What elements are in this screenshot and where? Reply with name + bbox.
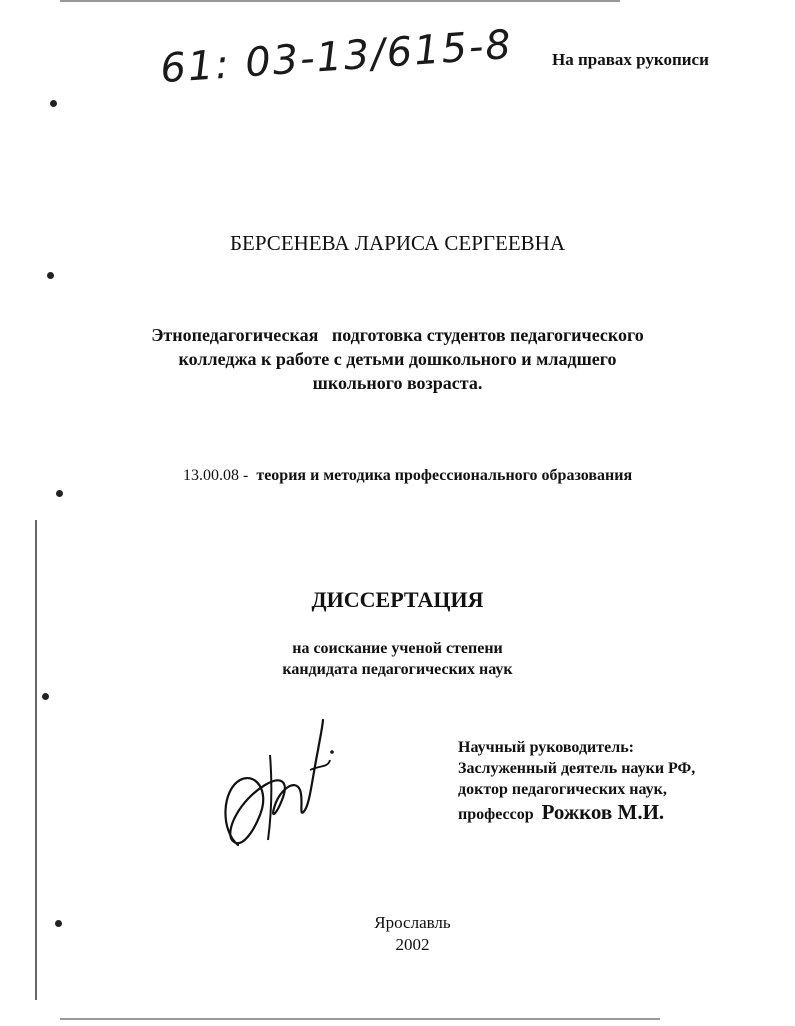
supervisor-block: [458, 737, 695, 825]
scan-bottom-edge: [60, 1018, 660, 1020]
supervisor-label: Научный руководитель:: [458, 739, 634, 756]
specialty-code: 13.00.08 -: [183, 467, 249, 484]
scan-top-edge: [60, 0, 620, 2]
binding-hole: [50, 100, 57, 107]
thesis-title-line: Этнопедагогическая подготовка студентов педагогического: [151, 325, 644, 345]
binding-hole: [42, 693, 49, 700]
thesis-title-line: школьного возраста.: [312, 373, 483, 393]
binding-hole: [56, 490, 63, 497]
footer: [0, 912, 795, 956]
rights-notice: На правах рукописи: [552, 50, 709, 69]
specialty-name: теория и методика профессионального образования: [256, 467, 633, 484]
specialty: [183, 467, 632, 485]
degree-line: кандидата педагогических наук: [282, 661, 513, 678]
signature: [210, 710, 350, 860]
archive-number: 61: 03-13/615-8: [158, 21, 515, 93]
author-name: БЕРСЕНЕВА ЛАРИСА СЕРГЕЕВНА: [229, 231, 566, 255]
degree-statement: [0, 638, 795, 680]
supervisor-honor: Заслуженный деятель науки РФ,: [458, 760, 696, 777]
document-type: ДИССЕРТАЦИЯ: [311, 587, 484, 612]
supervisor-title: профессор: [458, 806, 534, 823]
footer-year: 2002: [395, 935, 430, 954]
thesis-title-line: колледжа к работе с детьми дошкольного и младшего: [178, 349, 617, 369]
footer-city: Ярославль: [374, 913, 451, 932]
supervisor-degree: доктор педагогических наук,: [458, 781, 667, 798]
supervisor-title-line: [458, 802, 695, 825]
binding-hole: [47, 272, 54, 279]
supervisor-name: Рожков М.И.: [541, 800, 665, 824]
thesis-title: [0, 323, 795, 395]
degree-line: на соискание ученой степени: [292, 640, 503, 657]
